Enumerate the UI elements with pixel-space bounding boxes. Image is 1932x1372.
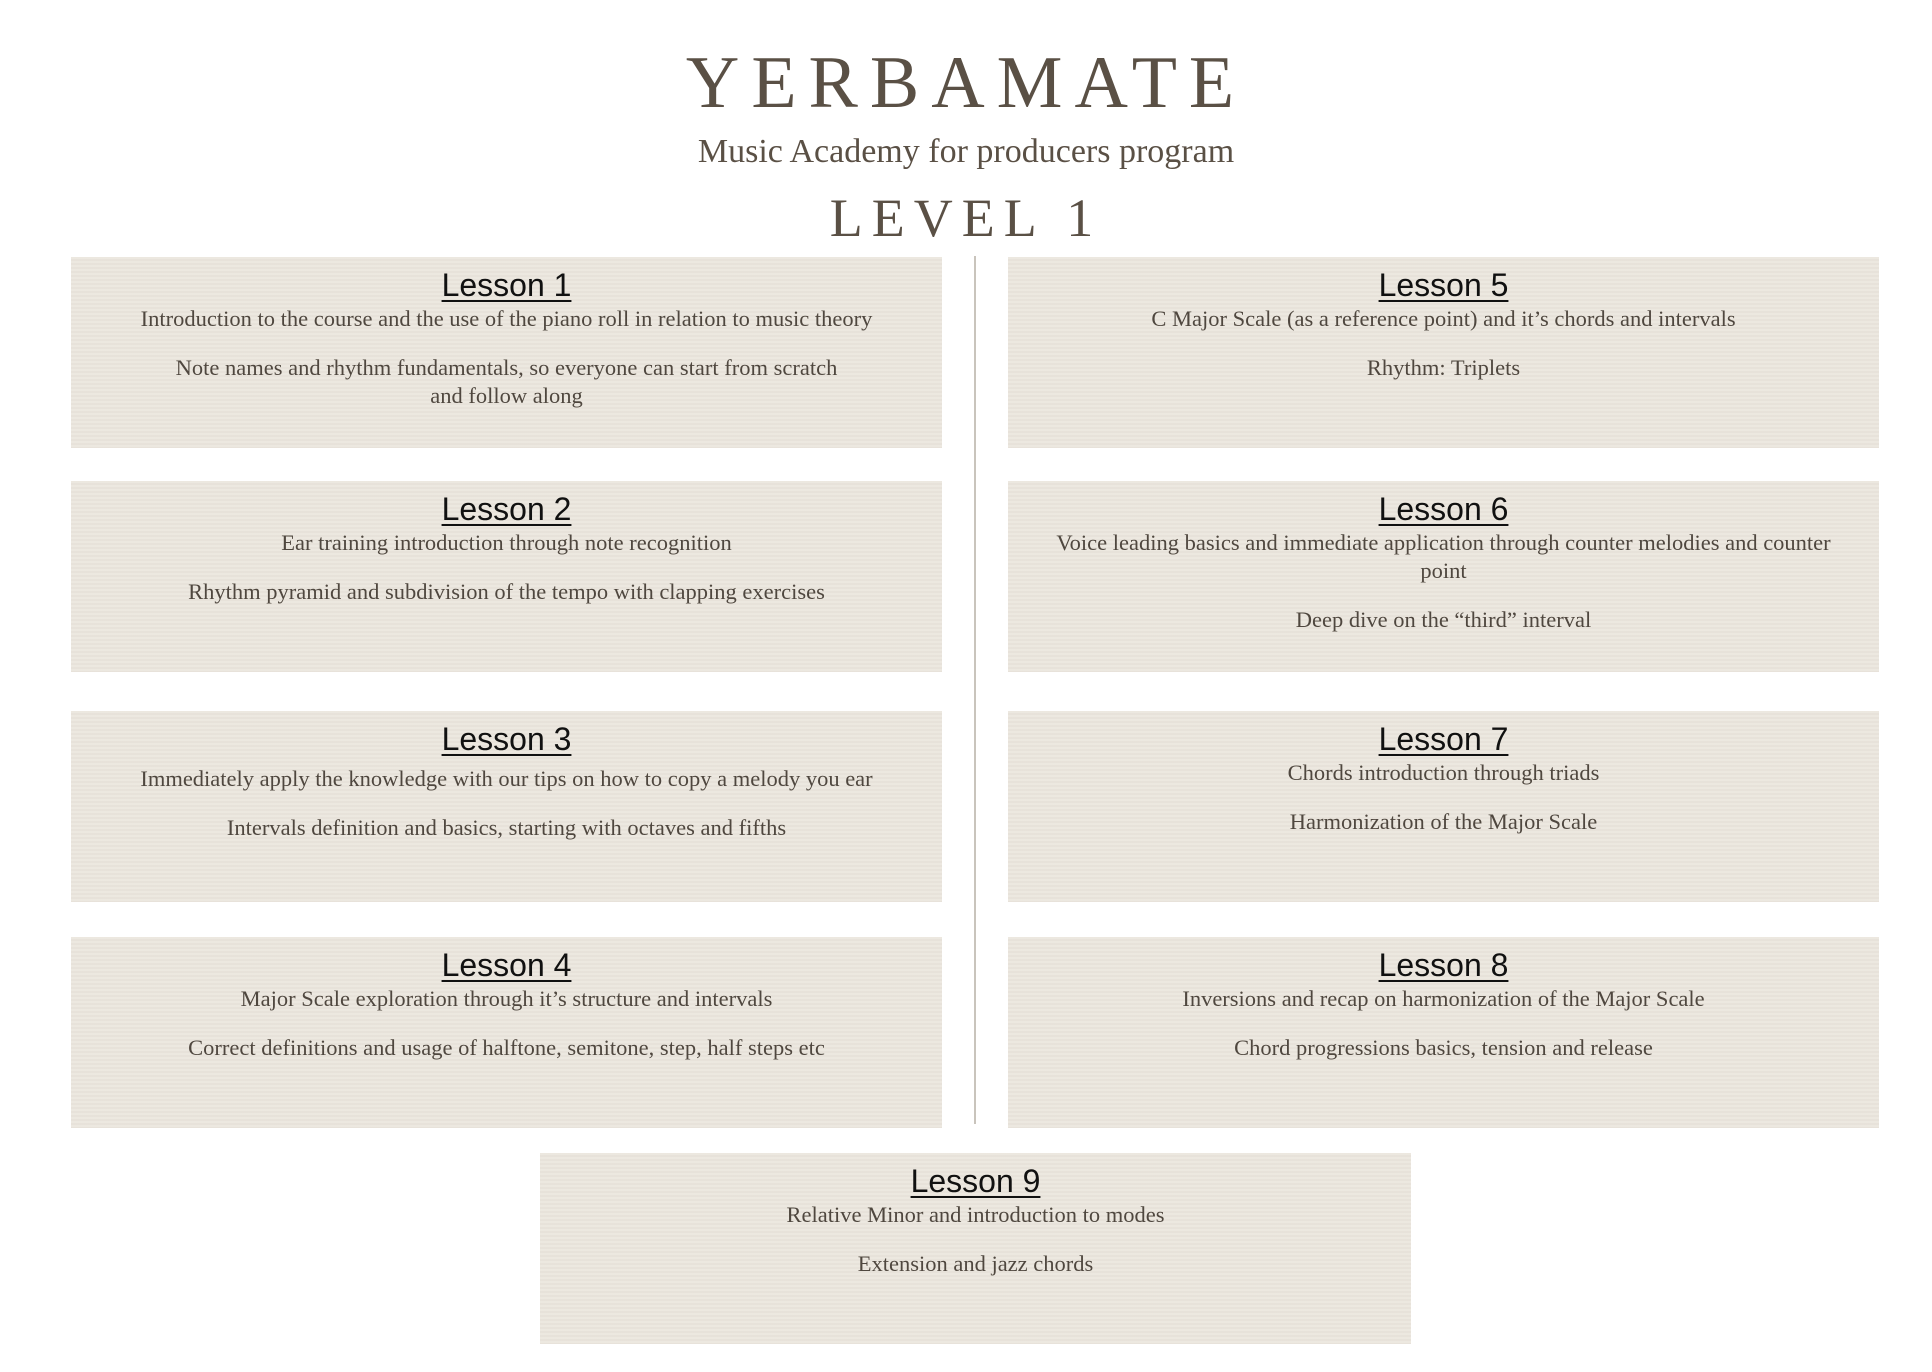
lesson-card-5	[1008, 257, 1879, 448]
column-divider	[974, 256, 976, 1124]
lesson-title: Lesson 1	[441, 267, 572, 303]
lesson-topic: Intervals definition and basics, starting with octaves and fifths	[226, 815, 787, 840]
lesson-title: Lesson 3	[441, 721, 572, 757]
lesson-topic: Inversions and recap on harmonization of the Major Scale	[1182, 986, 1705, 1011]
lesson-card-7	[1008, 711, 1879, 902]
lesson-topic: Major Scale exploration through it’s structure and intervals	[240, 986, 773, 1011]
lesson-topic: Chord progressions basics, tension and release	[1234, 1035, 1653, 1060]
lesson-title: Lesson 2	[441, 491, 572, 527]
lesson-topic: Harmonization of the Major Scale	[1289, 809, 1598, 834]
lesson-card-3	[71, 711, 942, 902]
lesson-card-1	[71, 257, 942, 448]
lesson-topic: Chords introduction through triads	[1287, 760, 1600, 785]
lesson-card-2	[71, 481, 942, 672]
lesson-card-4	[71, 937, 942, 1128]
lesson-title: Lesson 5	[1378, 267, 1509, 303]
lesson-topic: C Major Scale (as a reference point) and it’s chords and intervals	[1151, 306, 1736, 331]
lesson-card-8	[1008, 937, 1879, 1128]
lesson-title: Lesson 9	[910, 1163, 1041, 1199]
lesson-topic: Rhythm: Triplets	[1366, 355, 1521, 380]
lesson-card-6	[1008, 481, 1879, 672]
brand-title: YERBAMATE	[685, 42, 1247, 124]
lesson-topic: Immediately apply the knowledge with our tips on how to copy a melody you ear	[140, 766, 873, 791]
lesson-topic: Introduction to the course and the use of the piano roll in relation to music theory	[140, 306, 873, 331]
lesson-topic: Note names and rhythm fundamentals, so everyone can start from scratch and follow along	[175, 355, 838, 408]
lesson-title: Lesson 8	[1378, 947, 1509, 983]
lesson-title: Lesson 7	[1378, 721, 1509, 757]
lesson-topic: Extension and jazz chords	[857, 1251, 1094, 1276]
level-heading: LEVEL 1	[829, 188, 1103, 248]
lesson-card-9	[540, 1153, 1411, 1344]
program-subtitle: Music Academy for producers program	[697, 133, 1235, 170]
lesson-title: Lesson 6	[1378, 491, 1509, 527]
lesson-topic: Correct definitions and usage of halftone, semitone, step, half steps etc	[188, 1035, 825, 1060]
lesson-topic: Rhythm pyramid and subdivision of the tempo with clapping exercises	[188, 579, 825, 604]
lesson-topic: Ear training introduction through note recognition	[281, 530, 732, 555]
lesson-topic: Deep dive on the “third” interval	[1295, 607, 1592, 632]
lesson-title: Lesson 4	[441, 947, 572, 983]
lesson-topic: Relative Minor and introduction to modes	[786, 1202, 1165, 1227]
lesson-topic: Voice leading basics and immediate application through counter melodies and counter point	[1056, 530, 1831, 583]
